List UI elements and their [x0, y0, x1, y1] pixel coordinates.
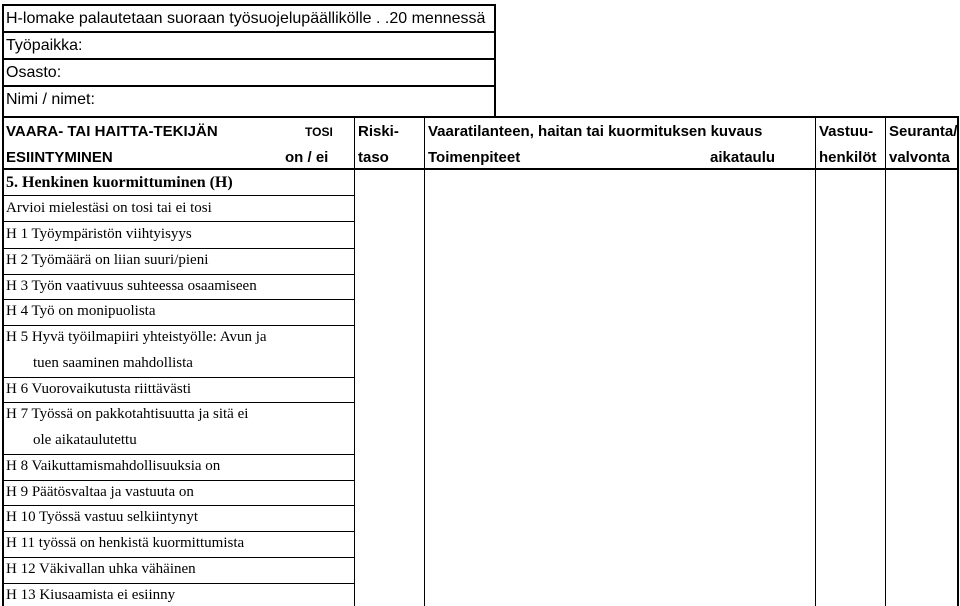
item-text-continued: tuen saaminen mahdollista [33, 354, 193, 371]
item-text: H 13 Kiusaamista ei esiinny [6, 586, 176, 603]
row-divider [2, 221, 355, 222]
col-line-riski [354, 116, 355, 606]
item-text: H 8 Vaikuttamismahdollisuuksia on [6, 457, 221, 474]
header-seuranta-line2: valvonta [889, 149, 950, 166]
item-text: H 5 Hyvä työilmapiiri yhteistyölle: Avun ja [6, 329, 267, 345]
item-text-continued: ole aikataulutettu [33, 432, 137, 448]
form-border-right [494, 4, 496, 118]
row-divider [2, 325, 355, 326]
item-text: H 9 Päätösvaltaa ja vastuuta on [6, 483, 194, 500]
item-text: H 1 Työympäristön viihtyisyys [6, 226, 192, 242]
item-text: H 11 työssä on henkistä kuormittumista [6, 535, 245, 551]
header-seuranta-line1: Seuranta/ [889, 123, 958, 140]
form-border-left [2, 4, 4, 118]
item-text: H 2 Työmäärä on liian suuri/pieni [6, 251, 209, 268]
col-line-kuvaus [424, 116, 425, 606]
header-factor-line1: VAARA- TAI HAITTA-TEKIJÄN [6, 123, 218, 140]
item-text: H 6 Vuorovaikutusta riittävästi [6, 380, 192, 397]
header-vastuu-line1: Vastuu- [819, 123, 874, 140]
header-riski-line1: Riski- [358, 123, 399, 140]
header-tosi-line2: on / ei [285, 149, 329, 166]
form-divider [2, 58, 496, 60]
row-divider [2, 274, 355, 275]
section-title: 5. Henkinen kuormittuminen (H) [6, 174, 233, 191]
workplace-field[interactable]: Työpaikka: [6, 37, 83, 54]
header-riski-line2: taso [358, 149, 389, 166]
item-text: H 12 Väkivallan uhka vähäinen [6, 560, 196, 577]
deadline-field[interactable]: H-lomake palautetaan suoraan työsuojelupäällikölle . .20 mennessä [6, 10, 486, 27]
names-field[interactable]: Nimi / nimet: [6, 91, 95, 108]
item-text: H 3 Työn vaativuus suhteessa osaamiseen [6, 277, 257, 294]
form-divider [2, 31, 496, 33]
header-aikataulu: aikataulu [710, 149, 776, 166]
form-border-top [2, 4, 496, 6]
department-field[interactable]: Osasto: [6, 64, 62, 81]
row-divider [2, 557, 355, 558]
row-divider [2, 454, 355, 455]
row-divider [2, 583, 355, 584]
row-divider [2, 248, 355, 249]
row-divider [2, 402, 355, 403]
row-divider [2, 505, 355, 506]
row-divider [2, 299, 355, 300]
header-factor-line2: ESIINTYMINEN [6, 149, 113, 166]
header-vastuu-line2: henkilöt [819, 149, 877, 166]
col-line-right [957, 116, 959, 606]
item-text: H 7 Työssä on pakkotahtisuutta ja sitä ei [6, 406, 249, 423]
header-kuvaus: Vaaratilanteen, haitan tai kuormituksen kuvaus [428, 123, 763, 140]
col-line-left [2, 116, 4, 606]
instruction-text: Arvioi mielestäsi on tosi tai ei tosi [6, 200, 212, 216]
form-divider [2, 85, 496, 87]
row-divider [2, 531, 355, 532]
header-toimenpiteet: Toimenpiteet [428, 149, 521, 166]
col-line-vastuu [815, 116, 816, 606]
header-tosi-line1: TOSI [305, 125, 333, 139]
row-divider [2, 377, 355, 378]
item-text: H 4 Työ on monipuolista [6, 303, 156, 320]
section-divider [2, 195, 355, 196]
item-text: H 10 Työssä vastuu selkiintynyt [6, 509, 199, 526]
row-divider [2, 480, 355, 481]
col-line-seuranta [885, 116, 886, 606]
